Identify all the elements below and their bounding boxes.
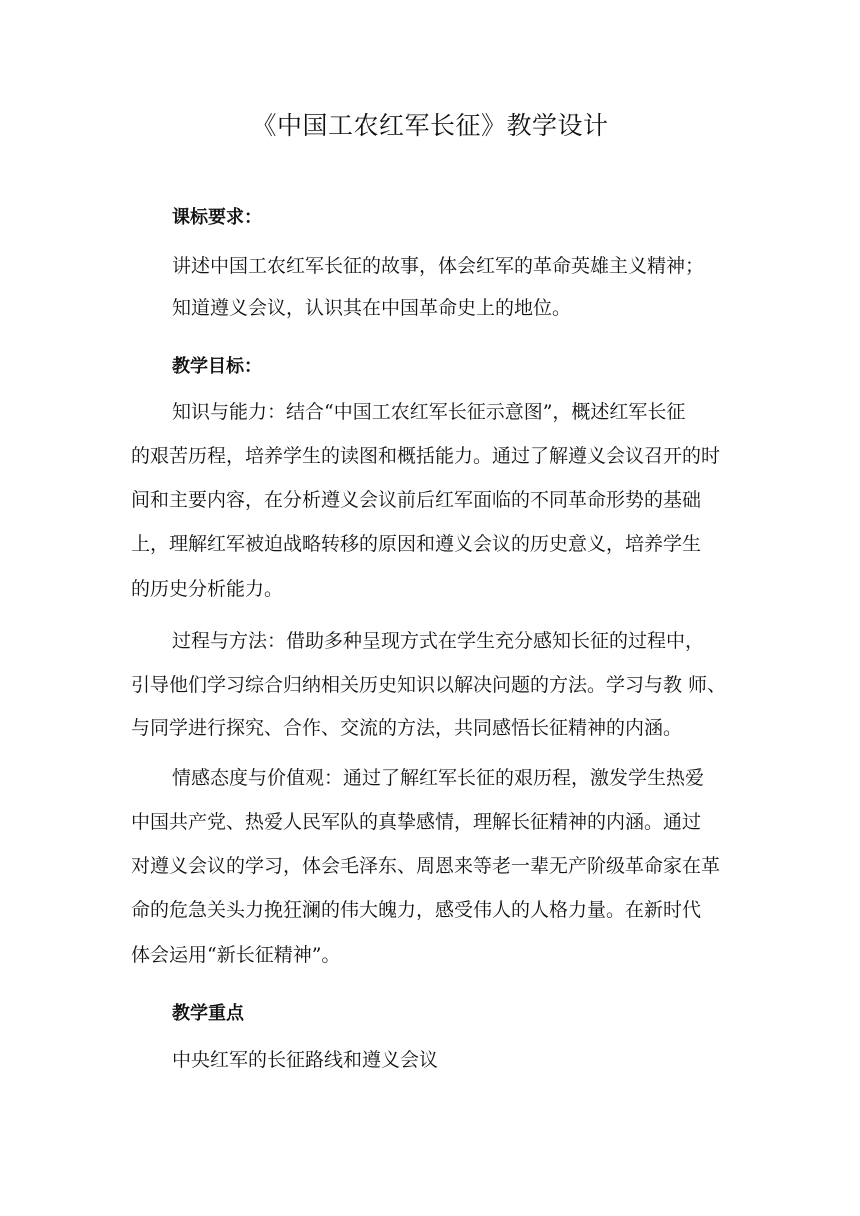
paragraph-line: 引导他们学习综合归纳相关历史知识以解决问题的方法。学习与教 师、 <box>131 674 727 696</box>
paragraph-line: 命的危急关头力挽狂澜的伟大魄力，感受伟人的人格力量。在新时代 <box>131 899 702 921</box>
section-heading-objectives: 教学目标： <box>172 356 262 377</box>
paragraph-line: 的历史分析能力。 <box>131 578 284 600</box>
paragraph-line: 情感态度与价值观：通过了解红军长征的艰历程，激发学生热爱 <box>172 767 705 789</box>
section-heading-key-points: 教学重点 <box>172 1003 244 1024</box>
paragraph-line: 中央红军的长征路线和遵义会议 <box>172 1049 439 1071</box>
paragraph-line: 上，理解红军被迫战略转移的原因和遵义会议的历史意义，培养学生 <box>131 533 702 555</box>
paragraph-line: 知识与能力：结合“中国工农红军长征示意图”，概述红军长征 <box>172 401 686 423</box>
paragraph-line: 与同学进行探究、合作、交流的方法，共同感悟长征精神的内涵。 <box>131 717 683 739</box>
paragraph-line: 过程与方法：借助多种呈现方式在学生充分感知长征的过程中， <box>172 630 705 652</box>
paragraph-line: 讲述中国工农红军长征的故事，体会红军的革命英雄主义精神； <box>172 255 705 277</box>
paragraph-line: 中国共产党、热爱人民军队的真挚感情，理解长征精神的内涵。通过 <box>131 811 702 833</box>
paragraph-line: 知道遵义会议，认识其在中国革命史上的地位。 <box>172 297 572 319</box>
paragraph-line: 间和主要内容，在分析遵义会议前后红军面临的不同革命形势的基础 <box>131 489 702 511</box>
paragraph-line: 体会运用“新长征精神”。 <box>131 944 341 966</box>
paragraph-line: 的艰苦历程，培养学生的读图和概括能力。通过了解遵义会议召开的时 <box>131 445 721 467</box>
document-title: 《中国工农红军长征》教学设计 <box>251 111 609 140</box>
section-heading-curriculum: 课标要求： <box>172 207 262 228</box>
paragraph-line: 对遵义会议的学习，体会毛泽东、周恩来等老一辈无产阶级革命家在革 <box>131 855 721 877</box>
